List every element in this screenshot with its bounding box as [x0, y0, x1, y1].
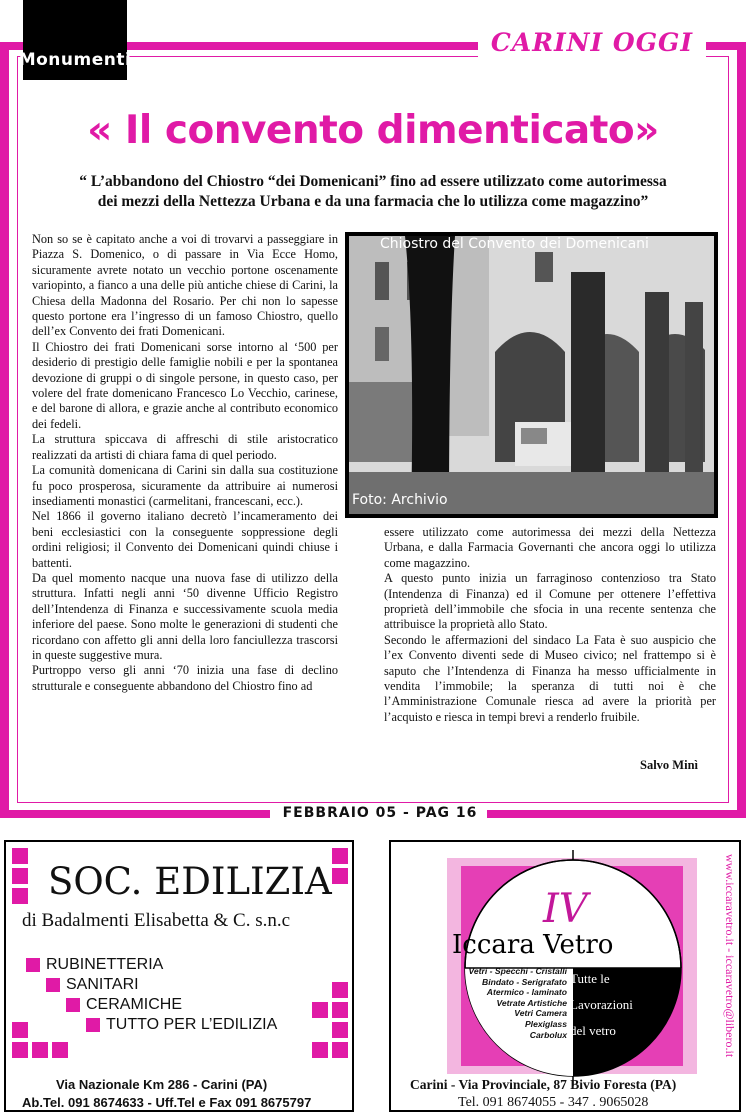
- inner-frame-right: [728, 56, 729, 802]
- service-item: Vetrate Artistiche: [496, 997, 567, 1008]
- decor-square: [332, 868, 348, 884]
- service-item: Plexiglass: [524, 1018, 567, 1029]
- paragraph: Nel 1866 il governo italiano decretò l’incameramento dei beni ecclesiastici con la conseguente soppressione degli ordini religiosi; il Convento dei Domenicani quindi chiuse i battenti.: [32, 509, 338, 570]
- decor-square: [332, 1002, 348, 1018]
- ad-edilizia-item: RUBINETTERIA: [46, 956, 164, 973]
- photo-caption: Chiostro del Convento dei Domenicani: [380, 236, 649, 252]
- page-frame-left: [0, 42, 9, 818]
- paragraph: La comunità domenicana di Carini sin dalla sua costituzione fu poco prosperosa, sicuramente da attribuire ai numerosi insediamenti monastici (carmelitani, francescani, ecc.).: [32, 463, 338, 508]
- tagline-line: Lavorazioni: [570, 997, 633, 1012]
- decor-square: [332, 848, 348, 864]
- photo-credit: Foto: Archivio: [352, 492, 448, 508]
- ad-vetro-name: Iccara Vetro: [452, 930, 614, 960]
- service-item: Vetri - Specchi - Cristalli: [468, 966, 567, 976]
- paragraph: Secondo le affermazioni del sindaco La Fata è suo auspicio che l’ex Convento diventi sede di Museo civico; nel frattempo si è saputo che l’Intendenza di Finanza ha messo ufficialmente in vendita l’immobile; la speranza di tutti noi è che l’Amministrazione Comunale riesca ad avere la priorità per l’acquisto e riesca in tempi brevi a renderlo fruibile.: [384, 632, 716, 724]
- ad-edilizia-item: TUTTO PER L’EDILIZIA: [106, 1016, 278, 1033]
- decor-square: [52, 1042, 68, 1058]
- tagline-line: del vetro: [570, 1023, 616, 1038]
- logo-monogram: IV: [543, 886, 588, 932]
- service-item: Carbolux: [529, 1029, 567, 1040]
- article-left-column: [32, 232, 338, 694]
- tagline-line: Tutte le: [570, 971, 610, 986]
- subhead-line-1: “ L’abbandono del Chiostro “dei Domenicani” fino ad essere utilizzato come autorimessa: [79, 173, 667, 190]
- ad-vetro-tagline: [570, 966, 633, 1044]
- ad-vetro-web-vertical: [708, 850, 737, 1100]
- masthead: CARINI OGGI: [478, 22, 706, 62]
- article-headline: « Il convento dimenticato»: [87, 108, 659, 153]
- ad-edilizia-title: SOC. EDILIZIA: [48, 860, 332, 903]
- ad-vetro-phones: Tel. 091 8674055 - 347 . 9065028: [458, 1095, 649, 1110]
- paragraph: A questo punto inizia un farraginoso contenzioso tra Stato (Intendenza di Finanza) ed il Comune per ottenere l’effettiva proprietà dell’immobile che sfocia in una recente sentenza che attribuisce la proprietà allo Stato.: [384, 571, 716, 632]
- decor-square: [312, 1042, 328, 1058]
- page-footer: FEBBRAIO 05 - PAG 16: [282, 805, 478, 821]
- article-subhead: [40, 172, 706, 212]
- service-item: Vetri Camera: [514, 1008, 567, 1019]
- bullet-square: [46, 978, 60, 992]
- decor-square: [12, 888, 28, 904]
- paragraph: Purtroppo verso gli anni ‘70 inizia una fase di declino strutturale e conseguente abbandono del Chiostro fino ad: [32, 663, 338, 693]
- paragraph: La struttura spiccava di affreschi di stile aristocratico realizzati da artisti di chiara fama di quel periodo.: [32, 432, 338, 462]
- page-frame-bottom-left: [0, 810, 270, 818]
- web-text[interactable]: www.iccaravetro.it - iccaravetro@libero.it: [723, 854, 737, 1058]
- ad-edilizia-item: SANITARI: [66, 976, 139, 993]
- cloister-illustration: [345, 232, 718, 518]
- paragraph: Il Chiostro dei frati Domenicani sorse intorno al ‘500 per desiderio di prestigio delle famiglie nobili e per la spontanea devozione di gruppi o di singole persone, in questo caso, per volere del frate domenicano Francesco Lo Vecchio, carinese, e del barone di allora, e grazie anche al contributo economico dei fedeli.: [32, 339, 338, 431]
- decor-square: [332, 982, 348, 998]
- bullet-square: [26, 958, 40, 972]
- subhead-line-2: dei mezzi della Nettezza Urbana e da una farmacia che lo utilizza come magazzino”: [97, 193, 649, 210]
- cloister-photo: [345, 232, 718, 518]
- page-frame-bottom-right: [487, 810, 746, 818]
- decor-square: [12, 1022, 28, 1038]
- decor-square: [312, 1002, 328, 1018]
- service-item: Bindato - Serigrafato: [482, 976, 567, 987]
- decor-square: [332, 1042, 348, 1058]
- decor-square: [12, 1042, 28, 1058]
- service-item: Atermico - laminato: [486, 987, 567, 998]
- decor-square: [12, 868, 28, 884]
- ad-edilizia-address: Via Nazionale Km 286 - Carini (PA): [56, 1077, 268, 1092]
- decor-square: [332, 1022, 348, 1038]
- page-frame-right: [737, 42, 746, 818]
- ad-vetro-address: Carini - Via Provinciale, 87 Bivio Foresta (PA): [410, 1077, 677, 1092]
- decor-square: [12, 848, 28, 864]
- ad-edilizia-item: CERAMICHE: [86, 996, 183, 1013]
- ad-vetro-services: [457, 966, 567, 1040]
- bullet-square: [66, 998, 80, 1012]
- ad-vetro-web: [708, 850, 737, 1100]
- ad-edilizia-phones: Ab.Tel. 091 8674633 - Uff.Tel e Fax 091 8675797: [22, 1095, 312, 1110]
- article-author: Salvo Minì: [640, 758, 698, 772]
- paragraph: essere utilizzato come autorimessa dei mezzi della Nettezza Urbana, e dalla Farmacia Governanti che ancora oggi lo utilizza come magazzino.: [384, 525, 716, 570]
- article-right-column: [384, 525, 716, 725]
- bullet-square: [86, 1018, 100, 1032]
- inner-frame-left: [17, 56, 18, 802]
- decor-square: [32, 1042, 48, 1058]
- paragraph: Non so se è capitato anche a voi di trovarvi a passeggiare in Piazza S. Domenico, o di passare in Via Ecce Homo, sicuramente avrete notato un vecchio portone oscenamente variopinto, a fianco a una delle più antiche chiese di Carini, la Chiesa della Madonna del Rosario. Per chi non lo sapesse questo portone era l’ingresso di un famoso Chiostro, quello dell’ex Convento dei frati Domenicani.: [32, 232, 338, 339]
- ad-edilizia-subtitle: di Badalmenti Elisabetta & C. s.n.c: [22, 910, 291, 931]
- paragraph: Da quel momento nacque una nuova fase di utilizzo della struttura. Infatti negli anni ‘50 divenne Ufficio Registro dell’Intendenza di Finanza e successivamente scuola media inferiore del paese. Sono molte le generazioni di studenti che ricordano con affetto gli anni della loro fanciullezza trascorsi in queste suggestive mura.: [32, 570, 338, 662]
- inner-frame-bottom: [17, 802, 729, 803]
- section-label: Monumenti: [23, 0, 127, 80]
